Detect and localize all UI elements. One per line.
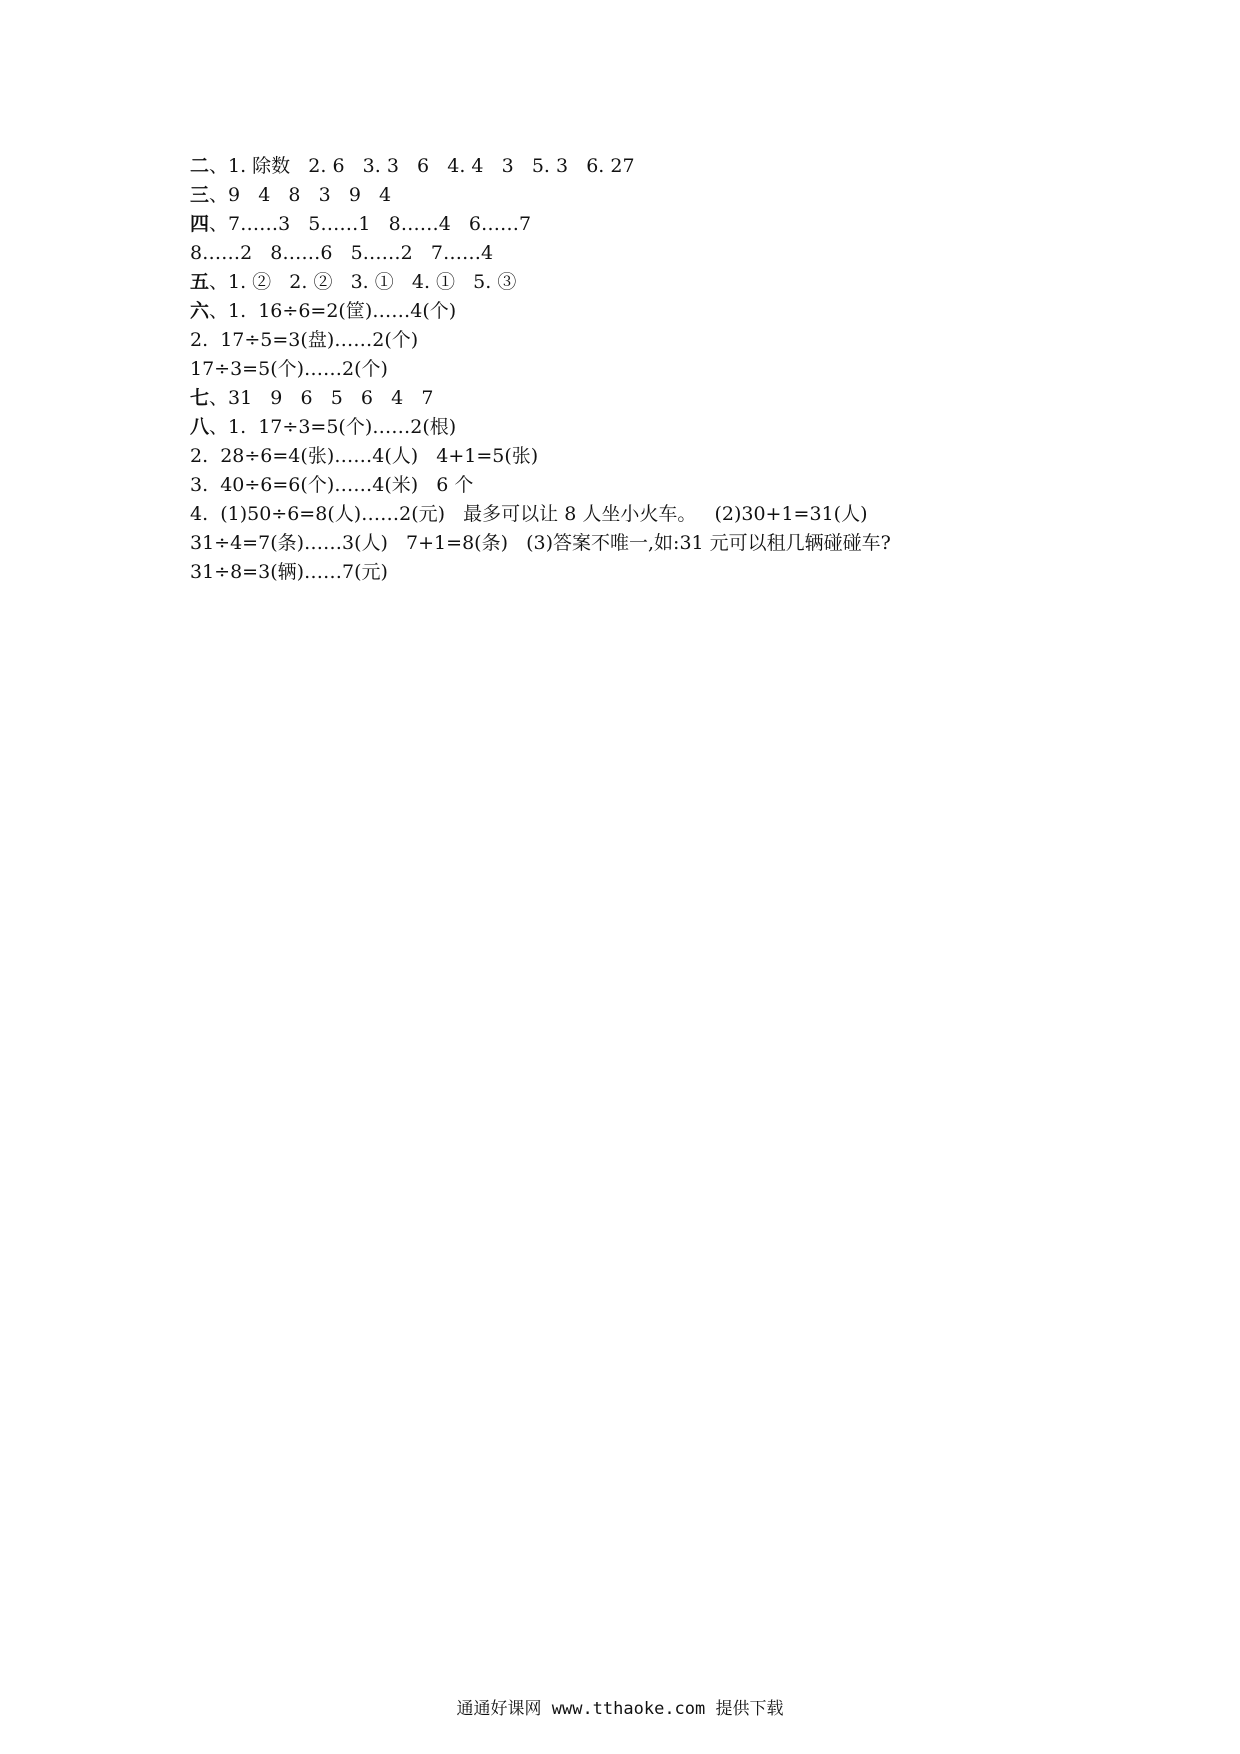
answer-line-2 bbox=[190, 181, 1150, 210]
answer-text: 、7……3 5……1 8……4 6……7 bbox=[209, 213, 532, 235]
answer-text: 31÷8=3(辆)……7(元) bbox=[190, 561, 388, 583]
answer-text: 4. (1)50÷6=8(人)……2(元) 最多可以让 8 人坐小火车。 (2)30+1=31(人) bbox=[190, 503, 868, 525]
answer-line-6 bbox=[190, 297, 1150, 326]
answer-text: 31÷4=7(条)……3(人) 7+1=8(条) (3)答案不唯一,如:31 元可以租几辆碰碰车? bbox=[190, 532, 891, 554]
answer-text: 17÷3=5(个)……2(个) bbox=[190, 358, 388, 380]
answer-line-1 bbox=[190, 152, 1150, 181]
answer-line-13 bbox=[190, 500, 1150, 529]
answer-line-8 bbox=[190, 355, 1150, 384]
section-heading: 四 bbox=[190, 213, 210, 235]
section-heading: 六 bbox=[190, 300, 210, 322]
answer-text: 、1. ② 2. ② 3. ① 4. ① 5. ③ bbox=[209, 271, 517, 293]
answer-line-7 bbox=[190, 326, 1150, 355]
section-heading: 二 bbox=[190, 155, 210, 177]
answer-line-9 bbox=[190, 384, 1150, 413]
page-footer: 通通好课网 www.tthaoke.com 提供下载 bbox=[456, 1699, 784, 1719]
answer-line-3 bbox=[190, 210, 1150, 239]
answer-line-4 bbox=[190, 239, 1150, 268]
answer-line-10 bbox=[190, 413, 1150, 442]
section-heading: 三 bbox=[190, 184, 210, 206]
section-heading: 七 bbox=[190, 387, 210, 409]
section-heading: 八 bbox=[190, 416, 210, 438]
answer-text: 、1. 16÷6=2(筐)……4(个) bbox=[209, 300, 457, 322]
answer-text: 2. 28÷6=4(张)……4(人) 4+1=5(张) bbox=[190, 445, 539, 467]
answer-line-14 bbox=[190, 529, 1150, 558]
answer-line-15 bbox=[190, 558, 1150, 587]
answer-line-12 bbox=[190, 471, 1150, 500]
section-heading: 五 bbox=[190, 271, 210, 293]
answer-key bbox=[190, 152, 1150, 587]
answer-line-11 bbox=[190, 442, 1150, 471]
answer-text: 、1. 除数 2. 6 3. 3 6 4. 4 3 5. 3 6. 27 bbox=[209, 155, 635, 177]
answer-text: 2. 17÷5=3(盘)……2(个) bbox=[190, 329, 419, 351]
answer-line-5 bbox=[190, 268, 1150, 297]
answer-text: 3. 40÷6=6(个)……4(米) 6 个 bbox=[190, 474, 474, 496]
answer-text: 、9 4 8 3 9 4 bbox=[209, 184, 392, 206]
answer-text: 、31 9 6 5 6 4 7 bbox=[209, 387, 434, 409]
answer-text: 8……2 8……6 5……2 7……4 bbox=[190, 242, 494, 264]
answer-text: 、1. 17÷3=5(个)……2(根) bbox=[209, 416, 457, 438]
